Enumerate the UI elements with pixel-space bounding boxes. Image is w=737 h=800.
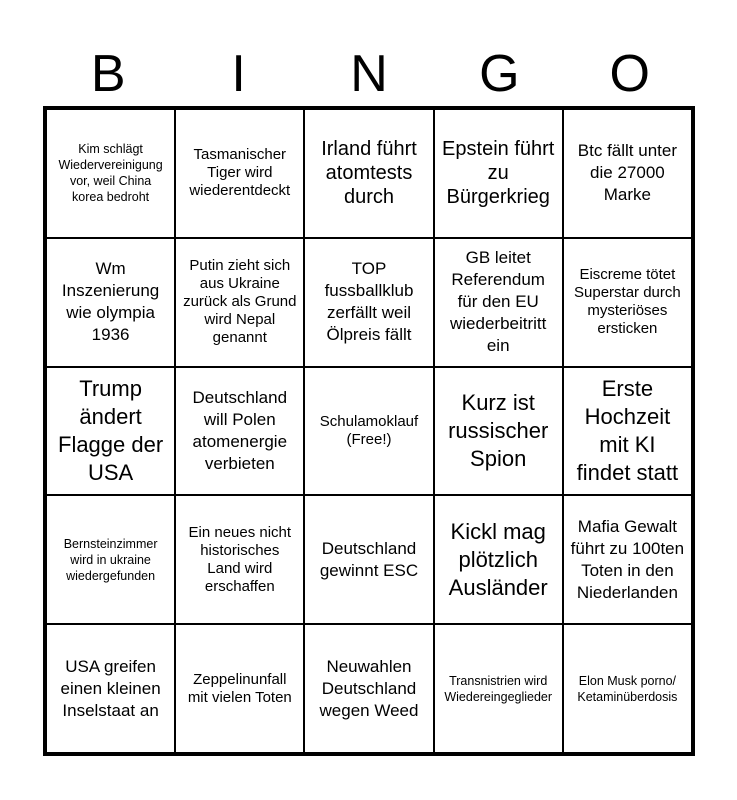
bingo-cell[interactable]	[563, 109, 692, 238]
cell-text: Zeppelinunfall mit vielen Toten	[187, 670, 292, 706]
cell-text: Kurz ist russischer Spion	[448, 389, 549, 471]
cell-text: Schulamoklauf (Free!)	[319, 412, 419, 448]
bingo-cell[interactable]	[175, 238, 304, 367]
bingo-cell[interactable]	[563, 367, 692, 496]
bingo-cell free-space[interactable]	[304, 367, 433, 496]
bingo-cell[interactable]	[434, 238, 563, 367]
bingo-card	[43, 106, 695, 756]
bingo-cell[interactable]	[175, 495, 304, 624]
cell-text: Eiscreme tötet Superstar durch mysteriöses ersticken	[574, 266, 681, 338]
bingo-cell[interactable]	[434, 367, 563, 496]
bingo-cell[interactable]	[434, 109, 563, 238]
cell-text: Putin zieht sich aus Ukraine zurück als Grund wird Nepal genannt	[183, 257, 297, 347]
bingo-cell[interactable]	[46, 238, 175, 367]
cell-text: Wm Inszenierung wie olympia 1936	[61, 259, 160, 345]
bingo-cell[interactable]	[175, 624, 304, 753]
bingo-cell[interactable]	[304, 109, 433, 238]
cell-text: TOP fussballklub zerfällt weil Ölpreis fällt	[324, 259, 414, 345]
cell-text: Trump ändert Flagge der USA	[58, 375, 164, 485]
cell-text: Elon Musk porno/ Ketaminüberdosis	[577, 673, 678, 704]
cell-text: Deutschland gewinnt ESC	[319, 538, 419, 580]
cell-text: Bernsteinzimmer wird in ukraine wiedergefunden	[63, 536, 158, 583]
cell-text: GB leitet Referendum für den EU wiederbeitritt ein	[450, 248, 547, 356]
bingo-cell[interactable]	[46, 624, 175, 753]
cell-text: Kickl mag plötzlich Ausländer	[448, 518, 548, 600]
cell-text: Kim schlägt Wiedervereinigung vor, weil China korea bedroht	[58, 142, 163, 205]
cell-text: Mafia Gewalt führt zu 100ten Toten in den Niederlanden	[570, 516, 685, 602]
cell-text: Epstein führt zu Bürgerkrieg	[442, 138, 555, 209]
bingo-cell[interactable]	[46, 367, 175, 496]
cell-text: Irland führt atomtests durch	[321, 138, 417, 209]
cell-text: Neuwahlen Deutschland wegen Weed	[319, 656, 419, 720]
bingo-cell[interactable]	[46, 495, 175, 624]
cell-text: Transnistrien wird Wiedereingeglieder	[444, 673, 553, 704]
bingo-cell[interactable]	[563, 624, 692, 753]
bingo-cell[interactable]	[175, 109, 304, 238]
cell-text: Btc fällt unter die 27000 Marke	[577, 141, 677, 205]
bingo-cell[interactable]	[304, 624, 433, 753]
bingo-cell[interactable]	[304, 238, 433, 367]
header-letter-g: G	[479, 45, 520, 103]
bingo-cell[interactable]	[175, 367, 304, 496]
cell-text: Ein neues nicht historisches Land wird erschaffen	[188, 523, 292, 595]
cell-text: Tasmanischer Tiger wird wiederentdeckt	[189, 146, 291, 200]
bingo-cell[interactable]	[563, 238, 692, 367]
bingo-cell[interactable]	[434, 624, 563, 753]
bingo-cell[interactable]	[563, 495, 692, 624]
bingo-cell[interactable]	[434, 495, 563, 624]
header-letter-i: I	[231, 45, 246, 103]
header-letter-o: O	[609, 45, 650, 103]
bingo-cell[interactable]	[46, 109, 175, 238]
cell-text: Erste Hochzeit mit KI findet statt	[576, 375, 679, 485]
bingo-header	[43, 42, 695, 106]
cell-text: USA greifen einen kleinen Inselstaat an	[60, 656, 161, 720]
header-letter-b: B	[90, 45, 126, 103]
cell-text: Deutschland will Polen atomenergie verbieten	[192, 387, 288, 473]
header-letter-n: N	[350, 45, 388, 103]
bingo-cell[interactable]	[304, 495, 433, 624]
